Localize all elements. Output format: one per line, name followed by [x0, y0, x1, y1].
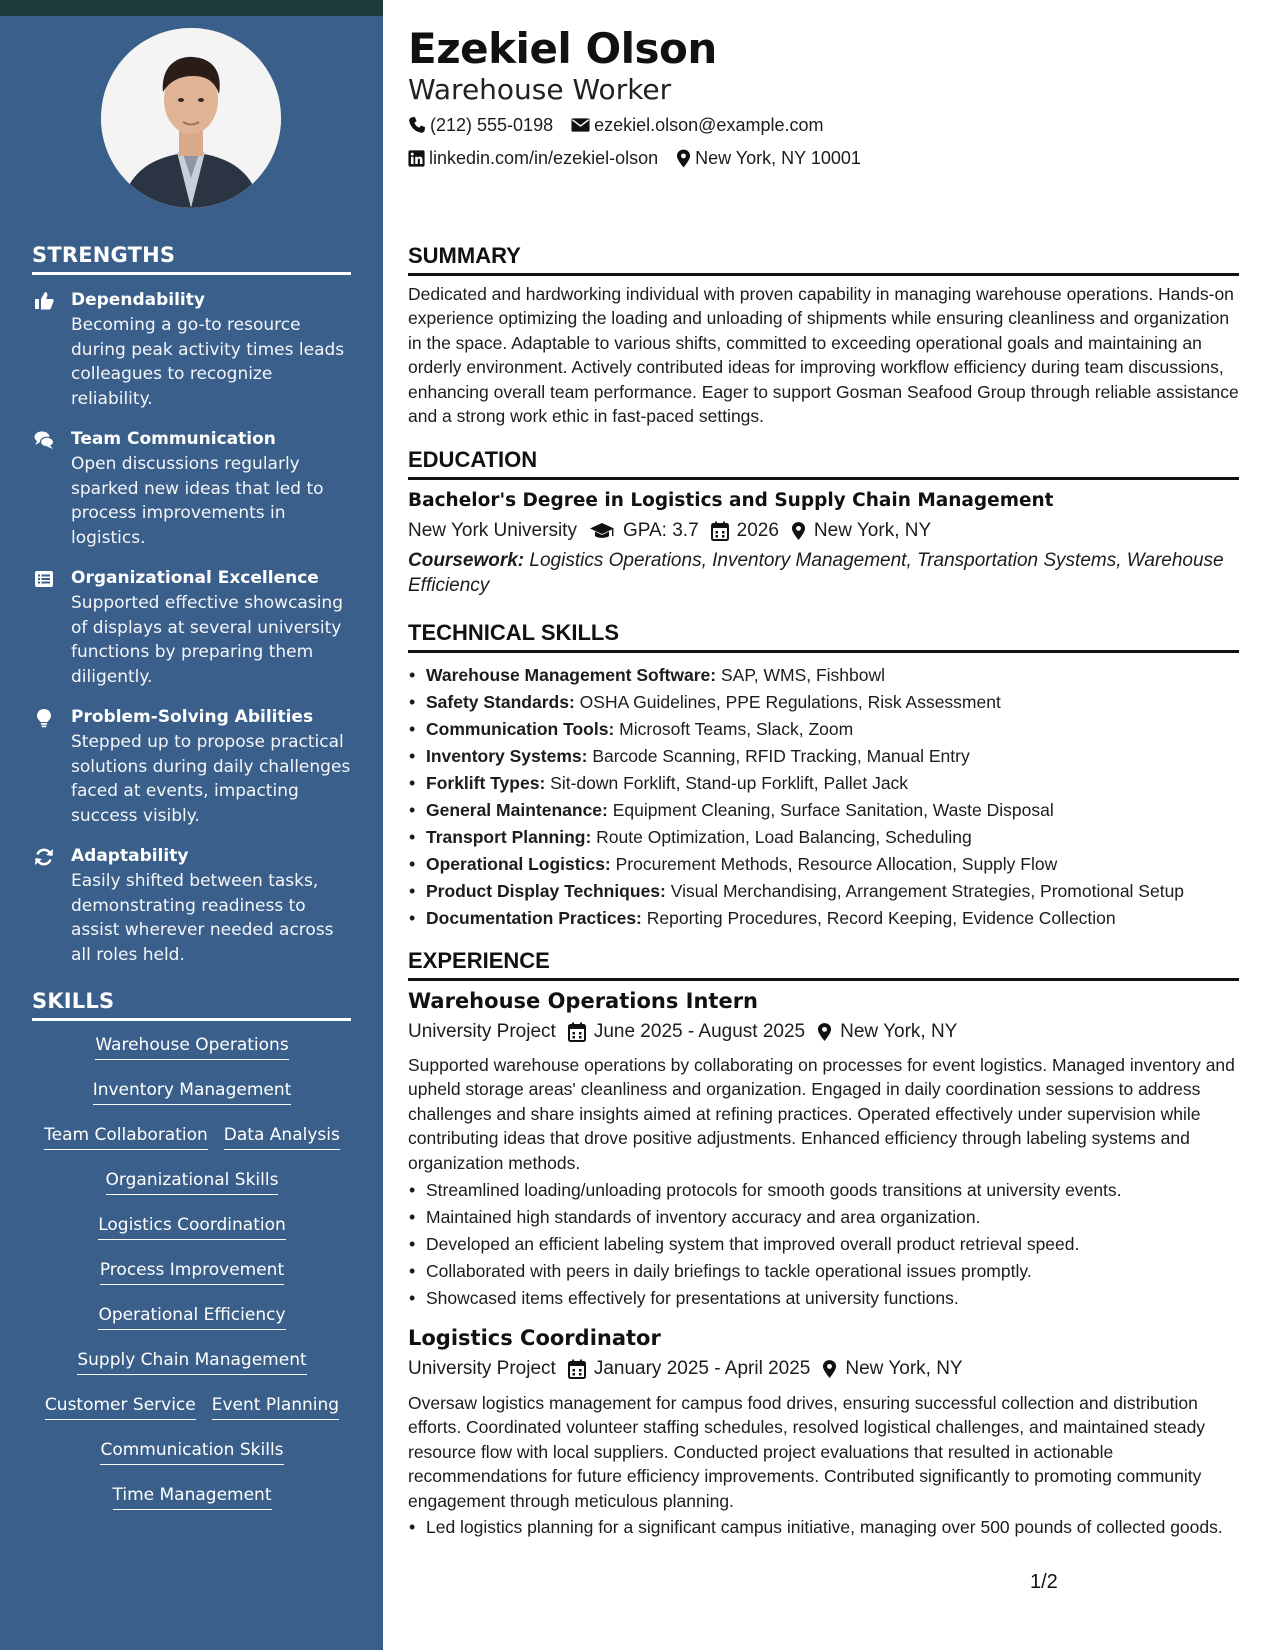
skill-values: OSHA Guidelines, PPE Regulations, Risk Assessment: [579, 692, 1001, 712]
skills-heading: SKILLS: [32, 988, 351, 1021]
skill-category: Inventory Systems:: [426, 746, 588, 766]
skill-values: Procurement Methods, Resource Allocation, Supply Flow: [615, 854, 1058, 874]
job-organization: University Project: [408, 1021, 556, 1042]
list-item: • Streamlined loading/unloading protocols for smooth goods transitions at university events.: [426, 1177, 1239, 1204]
skill-values: Microsoft Teams, Slack, Zoom: [619, 719, 854, 739]
skill-values: Equipment Cleaning, Surface Sanitation, Waste Disposal: [612, 800, 1054, 820]
list-icon: [34, 569, 54, 589]
list-item: [426, 905, 1239, 932]
experience-heading: EXPERIENCE: [408, 948, 1239, 981]
list-item: [426, 851, 1239, 878]
job-meta: [408, 1356, 963, 1382]
job-location: New York, NY: [845, 1358, 963, 1379]
strength-description: Easily shifted between tasks, demonstrating readiness to assist wherever needed across all roles held.: [71, 871, 334, 965]
strength-description: Becoming a go-to resource during peak activity times leads colleagues to recognize reliability.: [71, 315, 345, 409]
list-item: [426, 743, 1239, 770]
calendar-icon: [711, 521, 729, 541]
contact-email[interactable]: [571, 113, 823, 137]
envelope-icon: [571, 117, 590, 133]
technical-skills-heading: TECHNICAL SKILLS: [408, 620, 1239, 653]
strengths-list: [32, 287, 352, 982]
skill-values: Visual Merchandising, Arrangement Strategies, Promotional Setup: [670, 881, 1185, 901]
page-number: 1/2: [1030, 1571, 1058, 1593]
job-title: Logistics Coordinator: [408, 1326, 661, 1350]
list-item: • Showcased items effectively for presentations at university functions.: [426, 1285, 1239, 1312]
contact-row: [408, 113, 841, 137]
job-dates: January 2025 - April 2025: [593, 1358, 811, 1379]
strength-title: Adaptability: [71, 846, 189, 866]
skill-tag: Data Analysis: [224, 1123, 340, 1150]
thumbs-up-icon: [34, 291, 54, 311]
list-item: [426, 689, 1239, 716]
list-item: [426, 716, 1239, 743]
location-text: New York, NY 10001: [695, 148, 861, 168]
job-organization: University Project: [408, 1358, 556, 1379]
refresh-icon: [34, 847, 54, 867]
summary-heading: SUMMARY: [408, 243, 1239, 276]
contact-linkedin[interactable]: [408, 146, 658, 170]
chat-bubbles-icon: [34, 430, 54, 450]
list-item: • Collaborated with peers in daily briefings to tackle operational issues promptly.: [426, 1258, 1239, 1285]
strength-item: [32, 704, 352, 828]
strength-item: [32, 426, 352, 550]
strength-item: [32, 843, 352, 967]
technical-skills-list: [426, 662, 1239, 932]
skill-category: Product Display Techniques:: [426, 881, 666, 901]
skill-values: Route Optimization, Load Balancing, Scheduling: [596, 827, 972, 847]
job-bullets: [426, 1515, 1239, 1539]
strength-description: Stepped up to propose practical solutions during daily challenges faced at events, impacting success visibly.: [71, 732, 351, 826]
list-item: [426, 797, 1239, 824]
graduation-year: 2026: [736, 520, 779, 541]
skill-category: Transport Planning:: [426, 827, 592, 847]
skill-tag: Team Collaboration: [44, 1123, 208, 1150]
skill-category: Forklift Types:: [426, 773, 546, 793]
strengths-heading: STRENGTHS: [32, 242, 351, 275]
map-pin-icon: [817, 1022, 832, 1042]
summary-text: Dedicated and hardworking individual with proven capability in managing warehouse operations. Hands-on experience optimizing the loading and unloading of shipments while ensuring cleanliness and organization in the space. Adaptable to various shifts, committed to exceeding operational goals and maintaining an orderly environment. Actively contributed ideas for improving workflow efficiency during team discussions, enhancing overall team performance. Eager to support Gosman Seafood Group through reliable assistance and a strong work ethic in fast-paced settings.: [408, 284, 1239, 427]
skill-tag: Supply Chain Management: [77, 1348, 306, 1375]
skills-list: [32, 1033, 352, 1528]
graduation-cap-icon: [589, 521, 615, 541]
job-description: Oversaw logistics management for campus food drives, ensuring successful collection and distribution efforts. Coordinated volunteer staffing schedules, resolved logistical challenges, and maintained steady resource flow with local suppliers. Conducted project evaluations that resulted in actionable recommendations for future efficiency improvements. Contributed significantly to promoting community engagement through meticulous planning.: [408, 1393, 1206, 1511]
skill-tag: Process Improvement: [100, 1258, 284, 1285]
coursework: [408, 548, 1239, 598]
skill-values: Reporting Procedures, Record Keeping, Evidence Collection: [646, 908, 1116, 928]
email-text: ezekiel.olson@example.com: [594, 115, 824, 135]
strength-title: Team Communication: [71, 429, 276, 449]
profile-photo: [101, 28, 281, 208]
contact-location: [676, 146, 861, 170]
strength-title: Problem-Solving Abilities: [71, 707, 314, 727]
degree-title: Bachelor's Degree in Logistics and Supply Chain Management: [408, 490, 1054, 511]
map-pin-icon: [822, 1359, 837, 1379]
skill-values: Sit-down Forklift, Stand-up Forklift, Pallet Jack: [550, 773, 909, 793]
strength-description: Open discussions regularly sparked new ideas that led to process improvements in logistics.: [71, 454, 324, 548]
list-item: • Developed an efficient labeling system that improved overall product retrieval speed.: [426, 1231, 1239, 1258]
phone-text: (212) 555-0198: [430, 115, 554, 135]
phone-icon: [408, 116, 426, 134]
contact-row: [408, 146, 879, 170]
linkedin-icon: [408, 150, 425, 167]
coursework-label: Coursework:: [408, 550, 525, 571]
calendar-icon: [568, 1359, 586, 1379]
skill-values: SAP, WMS, Fishbowl: [720, 665, 886, 685]
sidebar-top-bar: [0, 0, 383, 16]
candidate-title: Warehouse Worker: [408, 73, 672, 106]
skill-tag: Communication Skills: [100, 1438, 283, 1465]
skill-tag: Warehouse Operations: [95, 1033, 288, 1060]
skill-category: Safety Standards:: [426, 692, 575, 712]
calendar-icon: [568, 1022, 586, 1042]
contact-phone[interactable]: [408, 113, 553, 137]
candidate-name: Ezekiel Olson: [408, 24, 717, 73]
skill-category: Operational Logistics:: [426, 854, 611, 874]
list-item: [426, 878, 1239, 905]
linkedin-text: linkedin.com/in/ezekiel-olson: [429, 148, 659, 168]
skill-tag: Organizational Skills: [106, 1168, 279, 1195]
school-name: New York University: [408, 520, 577, 541]
skill-tag: Event Planning: [212, 1393, 339, 1420]
strength-description: Supported effective showcasing of displays at several university functions by preparing them diligently.: [71, 593, 343, 687]
job-meta: [408, 1019, 957, 1045]
strength-title: Organizational Excellence: [71, 568, 319, 588]
strength-item: [32, 565, 352, 689]
skill-values: Barcode Scanning, RFID Tracking, Manual Entry: [592, 746, 970, 766]
skill-category: Communication Tools:: [426, 719, 615, 739]
skill-tag: Inventory Management: [93, 1078, 292, 1105]
skill-tag: Customer Service: [45, 1393, 196, 1420]
map-pin-icon: [791, 521, 806, 541]
gpa-text: GPA: 3.7: [622, 520, 699, 541]
skill-category: Warehouse Management Software:: [426, 665, 717, 685]
job-bullets: [426, 1177, 1239, 1312]
job-title: Warehouse Operations Intern: [408, 989, 758, 1013]
skill-category: Documentation Practices:: [426, 908, 642, 928]
education-location: New York, NY: [813, 520, 932, 541]
skill-tag: Logistics Coordination: [98, 1213, 286, 1240]
strength-title: Dependability: [71, 290, 205, 310]
strength-item: [32, 287, 352, 411]
coursework-list: Logistics Operations, Inventory Management, Transportation Systems, Warehouse Efficiency: [408, 550, 1224, 596]
list-item: [426, 824, 1239, 851]
education-heading: EDUCATION: [408, 447, 1239, 480]
lightbulb-icon: [34, 708, 54, 728]
skill-category: General Maintenance:: [426, 800, 608, 820]
job-description: Supported warehouse operations by collaborating on processes for event logistics. Managed inventory and upheld storage areas' cleanliness and organization. Engaged in daily coordination sessions to address challenges and share insights aimed at refining practices. Operated effectively under supervision while contributing ideas that drove positive adjustments. Enhanced efficiency through labeling systems and organization methods.: [408, 1055, 1235, 1173]
list-item: • Maintained high standards of inventory accuracy and area organization.: [426, 1204, 1239, 1231]
job-location: New York, NY: [840, 1021, 958, 1042]
list-item: [426, 770, 1239, 797]
education-meta: [408, 518, 931, 544]
sidebar: [0, 0, 383, 1650]
map-pin-icon: [676, 149, 691, 168]
list-item: • Led logistics planning for a significant campus initiative, managing over 500 pounds of collected goods.: [426, 1515, 1239, 1539]
skill-tag: Time Management: [113, 1483, 272, 1510]
list-item: [426, 662, 1239, 689]
skill-tag: Operational Efficiency: [98, 1303, 285, 1330]
job-dates: June 2025 - August 2025: [593, 1021, 806, 1042]
